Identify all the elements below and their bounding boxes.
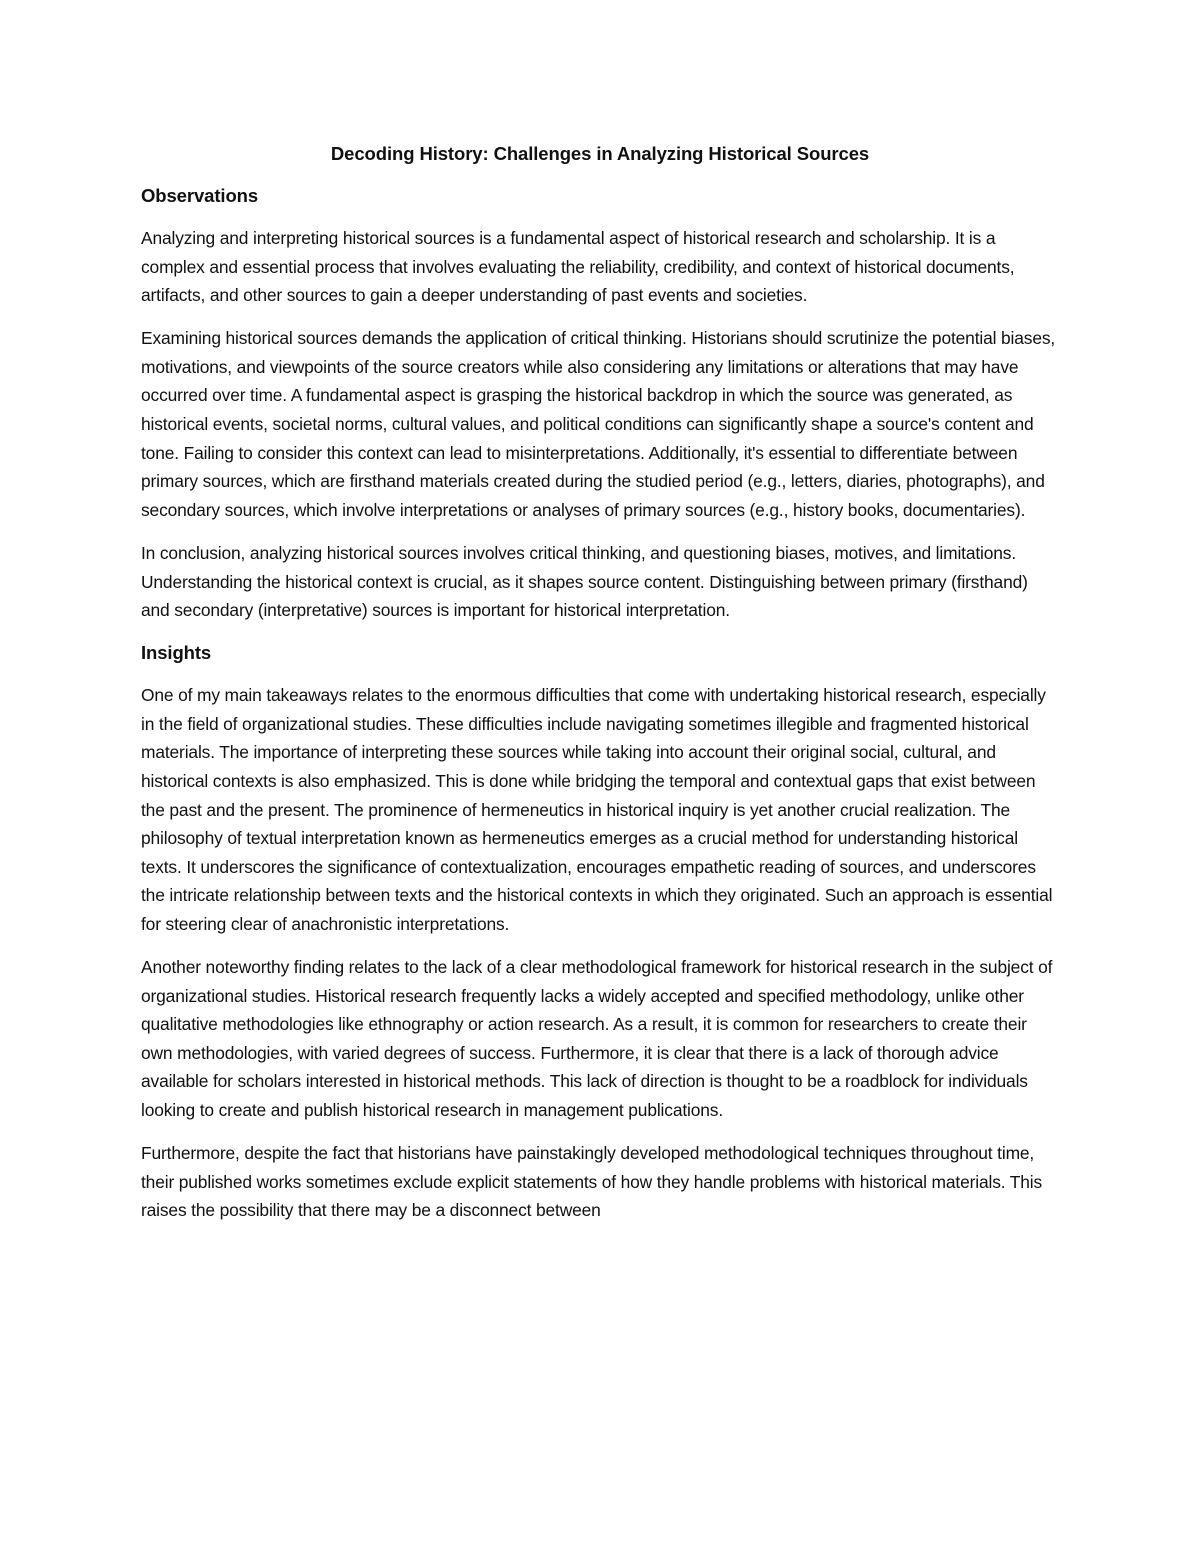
paragraph: One of my main takeaways relates to the enormous difficulties that come with undertaking historical research, especially in the field of organizational studies. These difficulties include navigating sometimes illegible and fragmented historical materials. The importance of interpreting these sources while taking into account their original social, cultural, and historical contexts is also emphasized. This is done while bridging the temporal and contextual gaps that exist between the past and the present. The prominence of hermeneutics in historical inquiry is yet another crucial realization. The philosophy of textual interpretation known as hermeneutics emerges as a crucial method for understanding historical texts. It underscores the significance of contextualization, encourages empathetic reading of sources, and underscores the intricate relationship between texts and the historical contexts in which they originated. Such an approach is essential for steering clear of anachronistic interpretations. <box>141 685 1053 934</box>
paragraph: Examining historical sources demands the application of critical thinking. Historians should scrutinize the potential biases, motivations, and viewpoints of the source creators while also considering any limitations or alterations that may have occurred over time. A fundamental aspect is grasping the historical backdrop in which the source was generated, as historical events, societal norms, cultural values, and political conditions can significantly shape a source's content and tone. Failing to consider this context can lead to misinterpretations. Additionally, it's essential to differentiate between primary sources, which are firsthand materials created during the studied period (e.g., letters, diaries, photographs), and secondary sources, which involve interpretations or analyses of primary sources (e.g., history books, documentaries). <box>141 328 1056 520</box>
section-insights <box>141 639 1059 1225</box>
paragraph: Analyzing and interpreting historical sources is a fundamental aspect of historical research and scholarship. It is a complex and essential process that involves evaluating the reliability, credibility, and context of historical documents, artifacts, and other sources to gain a deeper understanding of past events and societies. <box>141 228 1015 306</box>
section-observations <box>141 182 1059 625</box>
paragraph: In conclusion, analyzing historical sources involves critical thinking, and questioning biases, motives, and limitations. Understanding the historical context is crucial, as it shapes source content. Distinguishing between primary (firsthand) and secondary (interpretative) sources is important for historical interpretation. <box>141 542 1028 621</box>
paragraph: Furthermore, despite the fact that historians have painstakingly developed methodological techniques throughout time, their published works sometimes exclude explicit statements of how they handle problems with historical materials. This raises the possibility that there may be a disconnect between <box>141 1143 1043 1221</box>
section-heading: Insights <box>141 642 212 664</box>
paragraph: Another noteworthy finding relates to the lack of a clear methodological framework for historical research in the subject of organizational studies. Historical research frequently lacks a widely accepted and specified methodology, unlike other qualitative methodologies like ethnography or action research. As a result, it is common for researchers to create their own methodologies, with varied degrees of success. Furthermore, it is clear that there is a lack of thorough advice available for scholars interested in historical methods. This lack of direction is thought to be a roadblock for individuals looking to create and publish historical research in management publications. <box>141 957 1053 1121</box>
document-body <box>141 140 1059 1225</box>
document-title: Decoding History: Challenges in Analyzing Historical Sources <box>330 143 870 164</box>
section-heading: Observations <box>141 185 259 206</box>
